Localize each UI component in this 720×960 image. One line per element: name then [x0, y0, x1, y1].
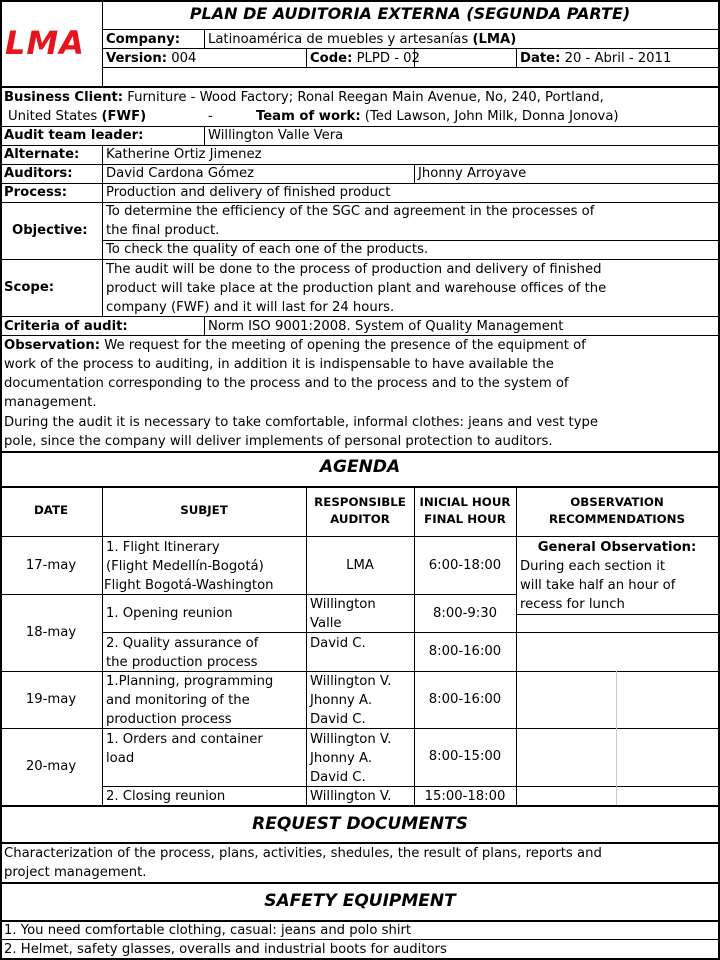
row-19-auditor-3: David C.	[310, 712, 366, 727]
row-20a-auditor-3: David C.	[310, 770, 366, 785]
observation-label: Observation:	[4, 338, 100, 353]
row-20a-auditor-1: Willington V.	[310, 732, 392, 747]
observation-5: During the audit it is necessary to take comfortable, informal clothes: jeans and vest type	[4, 415, 598, 430]
observation-text: We request for the meeting of opening the presence of the equipment of	[100, 338, 586, 353]
version-value: 004	[167, 51, 197, 66]
team-value: (Ted Lawson, John Milk, Donna Jonova)	[360, 109, 619, 124]
request-line-2: project management.	[4, 865, 147, 880]
business-client-country: United States	[8, 109, 102, 124]
col-header-hours	[414, 494, 516, 528]
leader-label: Audit team leader:	[4, 128, 144, 143]
leader-value: Willington Valle Vera	[208, 128, 344, 143]
version-field	[106, 49, 196, 68]
process-label: Process:	[4, 185, 67, 200]
scope-2: product will take place at the production plant and warehouse offices of the	[106, 281, 607, 296]
objective-2: To check the quality of each one of the products.	[106, 242, 429, 257]
row-20b-auditor: Willington V.	[310, 789, 392, 804]
row-17-subject-3: Flight Bogotá-Washington	[104, 578, 274, 593]
agenda-title: AGENDA	[319, 457, 401, 477]
row-18b-auditor: David C.	[310, 636, 366, 651]
observation-3: documentation corresponding to the process and to the process and to the system of	[4, 376, 569, 391]
business-client-value: Furniture - Wood Factory; Ronal Reegan Main Avenue, No, 240, Portland,	[123, 90, 604, 105]
col-header-observation	[516, 494, 718, 528]
row-18-date: 18-may	[25, 625, 77, 640]
col-obs-line2: RECOMMENDATIONS	[548, 512, 686, 526]
observation-4: management.	[4, 395, 97, 410]
request-line-1: Characterization of the process, plans, activities, shedules, the result of plans, reports and	[4, 846, 602, 861]
alternate-value: Katherine Ortiz Jimenez	[106, 147, 262, 162]
version-label: Version:	[106, 51, 168, 66]
general-observation-1: During each section it	[520, 559, 666, 574]
row-20-date: 20-may	[25, 759, 77, 774]
row-17-date: 17-may	[25, 558, 77, 573]
col-header-subject	[102, 502, 306, 519]
business-client-line1	[4, 88, 604, 107]
request-documents-title: REQUEST DOCUMENTS	[252, 814, 468, 834]
process-value: Production and delivery of finished product	[106, 185, 391, 200]
row-20a-hours: 8:00-15:00	[428, 749, 502, 764]
safety-equipment-title: SAFETY EQUIPMENT	[264, 891, 456, 911]
auditor-1: David Cardona Gómez	[106, 166, 254, 181]
criteria-label: Criteria of audit:	[4, 319, 128, 334]
date-field	[520, 49, 671, 68]
row-19-auditor-2: Jhonny A.	[310, 693, 373, 708]
row-17-subject-2: (Flight Medellín-Bogotá)	[106, 559, 264, 574]
row-19-subject-1: 1.Planning, programming	[106, 674, 274, 689]
col-auditor-line1: RESPONSIBLE	[314, 495, 406, 509]
col-date-label: DATE	[33, 503, 69, 517]
row-17-subject-1: 1. Flight Itinerary	[106, 540, 220, 555]
code-value: PLPD - 02	[352, 51, 420, 66]
general-observation-3: recess for lunch	[520, 597, 625, 612]
col-header-date	[0, 502, 102, 519]
row-19-hours: 8:00-16:00	[428, 692, 502, 707]
team-label: Team of work:	[256, 109, 361, 124]
scope-3: company (FWF) and it will last for 24 hours.	[106, 300, 395, 315]
business-client-abbr: (FWF)	[101, 109, 147, 124]
company-abbr: (LMA)	[472, 32, 517, 47]
row-17-hours: 6:00-18:00	[428, 558, 502, 573]
company-name: Latinoamérica de muebles y artesanías	[208, 32, 473, 47]
company-logo: LMA	[5, 24, 85, 62]
row-20b-subject: 2. Closing reunion	[106, 789, 226, 804]
row-18b-hours: 8:00-16:00	[428, 644, 502, 659]
row-19-subject-2: and monitoring of the	[106, 693, 250, 708]
row-20a-subject-1: 1. Orders and container	[106, 732, 263, 747]
col-auditor-line2: AUDITOR	[330, 512, 390, 526]
business-client-label: Business Client:	[4, 90, 124, 105]
objective-1b: the final product.	[106, 223, 220, 238]
row-18a-auditor-1: Willington	[310, 597, 376, 612]
code-field	[310, 49, 420, 68]
alternate-label: Alternate:	[4, 147, 80, 162]
date-value: 20 - Abril - 2011	[560, 51, 672, 66]
observation-2: work of the process to auditing, in addition it is indispensable to have available the	[4, 357, 554, 372]
row-20a-auditor-2: Jhonny A.	[310, 751, 373, 766]
scope-1: The audit will be done to the process of production and delivery of finished	[106, 262, 602, 277]
col-subject-label: SUBJET	[180, 503, 228, 517]
col-hour-line2: FINAL HOUR	[424, 512, 506, 526]
safety-item-2: 2. Helmet, safety glasses, overalls and industrial boots for auditors	[4, 942, 447, 957]
row-19-subject-3: production process	[106, 712, 232, 727]
company-label: Company:	[106, 32, 181, 47]
col-hour-line1: INICIAL HOUR	[419, 495, 511, 509]
row-20b-hours: 15:00-18:00	[424, 789, 506, 804]
col-obs-line1: OBSERVATION	[570, 495, 664, 509]
separator-dash: -	[208, 109, 213, 124]
auditor-2: Jhonny Arroyave	[418, 166, 527, 181]
auditors-label: Auditors:	[4, 166, 73, 181]
row-17-auditor: LMA	[346, 558, 374, 573]
row-19-auditor-1: Willington V.	[310, 674, 392, 689]
row-18a-hours: 8:00-9:30	[433, 606, 497, 621]
objective-1a: To determine the efficiency of the SGC and agreement in the processes of	[106, 204, 595, 219]
row-18a-auditor-2: Valle	[310, 616, 342, 631]
row-18b-subject-1: 2. Quality assurance of	[106, 636, 259, 651]
observation-6: pole, since the company will deliver implements of personal protection to auditors.	[4, 434, 553, 449]
team-of-work	[256, 107, 619, 126]
general-observation-2: will take half an hour of	[520, 578, 676, 593]
row-18a-subject: 1. Opening reunion	[106, 606, 233, 621]
document-title: PLAN DE AUDITORIA EXTERNA (SEGUNDA PARTE)	[189, 4, 631, 23]
business-client-line2	[8, 107, 146, 126]
observation-1	[4, 336, 586, 355]
scope-label: Scope:	[4, 280, 55, 295]
row-19-date: 19-may	[25, 692, 77, 707]
general-observation-title: General Observation:	[537, 540, 697, 555]
row-20a-subject-2: load	[106, 751, 135, 766]
criteria-value: Norm ISO 9001:2008. System of Quality Management	[208, 319, 564, 334]
safety-item-1: 1. You need comfortable clothing, casual: jeans and polo shirt	[4, 923, 412, 938]
col-header-auditor	[306, 494, 414, 528]
objective-label: Objective:	[12, 223, 88, 238]
company-value	[208, 30, 516, 49]
row-18b-subject-2: the production process	[106, 655, 258, 670]
code-label: Code:	[310, 51, 353, 66]
date-label: Date:	[520, 51, 561, 66]
